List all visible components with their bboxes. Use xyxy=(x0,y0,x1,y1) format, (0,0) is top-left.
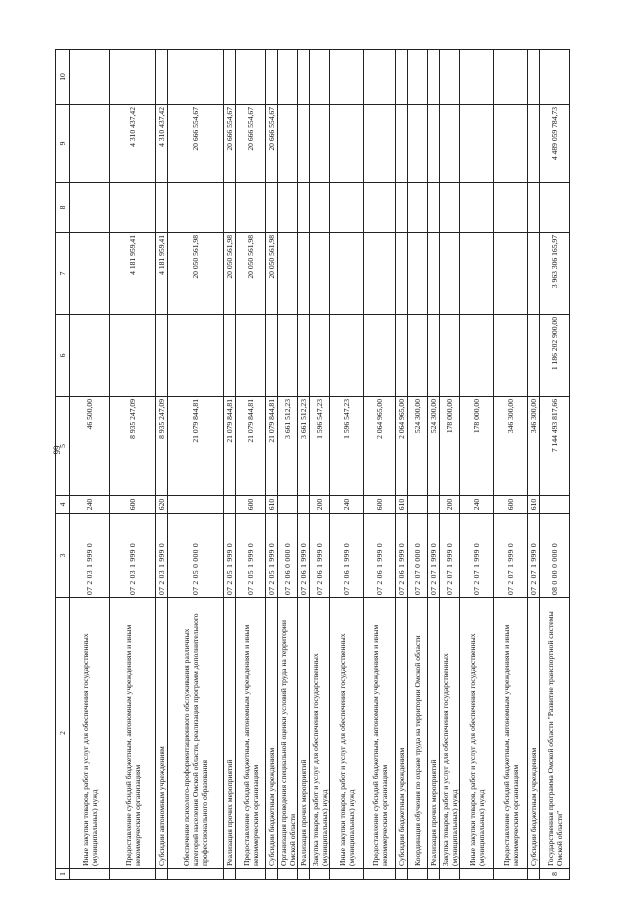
cell-col-3: 07 2 07 1 999 0 xyxy=(428,514,440,598)
cell-col-10 xyxy=(298,50,310,105)
cell-col-4: 200 xyxy=(310,496,330,514)
cell-col-9: 4 310 437,42 xyxy=(110,105,156,183)
cell-col-8 xyxy=(236,183,266,233)
cell-col-6 xyxy=(428,315,440,397)
cell-col-1 xyxy=(330,869,364,880)
cell-col-9: 20 666 554,67 xyxy=(168,105,224,183)
cell-col-9 xyxy=(278,105,298,183)
cell-col-10 xyxy=(428,50,440,105)
cell-col-6 xyxy=(168,315,224,397)
cell-col-9 xyxy=(298,105,310,183)
cell-col-6 xyxy=(298,315,310,397)
cell-col-1 xyxy=(396,869,408,880)
cell-col-1 xyxy=(266,869,278,880)
cell-col-1: 8 xyxy=(540,869,570,880)
table-row xyxy=(428,50,440,880)
table-row xyxy=(278,50,298,880)
cell-col-2: Реализация прочих мероприятий xyxy=(428,598,440,869)
cell-col-2: Обеспечение психолого-профориентационного обслуживания различных категорий населения Омской области, реализация программ дополнительного профессионального образования xyxy=(168,598,224,869)
cell-col-6 xyxy=(266,315,278,397)
table-row xyxy=(298,50,310,880)
cell-col-2: Реализация прочих мероприятий xyxy=(298,598,310,869)
cell-col-8 xyxy=(310,183,330,233)
cell-col-2: Субсидии бюджетным учреждениям xyxy=(396,598,408,869)
cell-col-4 xyxy=(298,496,310,514)
cell-col-1 xyxy=(408,869,428,880)
cell-col-7: 20 050 561,98 xyxy=(266,233,278,315)
cell-col-10 xyxy=(310,50,330,105)
cell-col-8 xyxy=(528,183,540,233)
cell-col-10 xyxy=(266,50,278,105)
cell-col-10 xyxy=(330,50,364,105)
cell-col-10 xyxy=(460,50,494,105)
cell-col-5: 2 064 965,00 xyxy=(364,397,396,496)
cell-col-6 xyxy=(528,315,540,397)
cell-col-3: 07 2 06 0 000 0 xyxy=(278,514,298,598)
cell-col-6 xyxy=(440,315,460,397)
cell-col-10 xyxy=(540,50,570,105)
cell-col-7 xyxy=(330,233,364,315)
cell-col-1 xyxy=(494,869,528,880)
table-row xyxy=(364,50,396,880)
cell-col-4 xyxy=(408,496,428,514)
column-header-1: 1 xyxy=(56,869,70,880)
cell-col-5: 21 079 844,81 xyxy=(236,397,266,496)
cell-col-1 xyxy=(224,869,236,880)
table-row xyxy=(168,50,224,880)
cell-col-7 xyxy=(408,233,428,315)
cell-col-6 xyxy=(408,315,428,397)
cell-col-1 xyxy=(156,869,168,880)
cell-col-3: 07 2 05 1 999 0 xyxy=(266,514,278,598)
cell-col-8 xyxy=(298,183,310,233)
cell-col-6 xyxy=(236,315,266,397)
cell-col-6 xyxy=(460,315,494,397)
cell-col-10 xyxy=(236,50,266,105)
cell-col-7 xyxy=(278,233,298,315)
table-row xyxy=(460,50,494,880)
cell-col-7: 20 050 561,98 xyxy=(236,233,266,315)
cell-col-4: 600 xyxy=(110,496,156,514)
cell-col-6 xyxy=(278,315,298,397)
cell-col-8 xyxy=(396,183,408,233)
cell-col-8 xyxy=(428,183,440,233)
cell-col-3: 07 2 06 1 999 0 xyxy=(298,514,310,598)
cell-col-2: Субсидии бюджетным учреждениям xyxy=(266,598,278,869)
cell-col-10 xyxy=(168,50,224,105)
cell-col-10 xyxy=(110,50,156,105)
cell-col-1 xyxy=(364,869,396,880)
cell-col-7 xyxy=(460,233,494,315)
cell-col-7 xyxy=(440,233,460,315)
cell-col-2: Закупка товаров, работ и услуг для обеспечения государственных (муниципальных) нужд xyxy=(440,598,460,869)
cell-col-9: 20 666 554,67 xyxy=(224,105,236,183)
cell-col-9 xyxy=(364,105,396,183)
column-header-10: 10 xyxy=(56,50,70,105)
cell-col-9: 4 310 437,42 xyxy=(156,105,168,183)
cell-col-1 xyxy=(310,869,330,880)
cell-col-8 xyxy=(266,183,278,233)
cell-col-4: 240 xyxy=(70,496,110,514)
cell-col-5: 178 000,00 xyxy=(460,397,494,496)
cell-col-2: Предоставление субсидий бюджетным, автономным учреждениям и иным некоммерческим организациям xyxy=(110,598,156,869)
cell-col-6 xyxy=(494,315,528,397)
cell-col-1 xyxy=(236,869,266,880)
cell-col-7: 4 181 959,41 xyxy=(156,233,168,315)
cell-col-3: 07 2 06 1 999 0 xyxy=(330,514,364,598)
cell-col-6 xyxy=(310,315,330,397)
cell-col-4: 200 xyxy=(440,496,460,514)
cell-col-5: 8 935 247,09 xyxy=(110,397,156,496)
cell-col-1 xyxy=(440,869,460,880)
table-row xyxy=(408,50,428,880)
cell-col-8 xyxy=(156,183,168,233)
budget-table xyxy=(55,49,570,880)
cell-col-3: 07 2 07 1 999 0 xyxy=(494,514,528,598)
table-row xyxy=(110,50,156,880)
cell-col-4: 600 xyxy=(364,496,396,514)
cell-col-3: 07 2 03 1 999 0 xyxy=(110,514,156,598)
cell-col-2: Иные закупки товаров, работ и услуг для обеспечения государственных (муниципальных) нужд xyxy=(70,598,110,869)
cell-col-9 xyxy=(70,105,110,183)
cell-col-7 xyxy=(428,233,440,315)
cell-col-3: 07 2 03 1 999 0 xyxy=(70,514,110,598)
cell-col-4 xyxy=(540,496,570,514)
cell-col-4 xyxy=(224,496,236,514)
cell-col-9 xyxy=(330,105,364,183)
cell-col-2: Координация обучения по охране труда на территории Омской области xyxy=(408,598,428,869)
cell-col-3: 07 2 07 1 999 0 xyxy=(440,514,460,598)
cell-col-6 xyxy=(156,315,168,397)
cell-col-5: 3 661 512,23 xyxy=(278,397,298,496)
cell-col-3: 07 2 07 1 999 0 xyxy=(528,514,540,598)
cell-col-10 xyxy=(156,50,168,105)
cell-col-10 xyxy=(364,50,396,105)
cell-col-5: 21 079 844,81 xyxy=(266,397,278,496)
cell-col-3: 08 0 00 0 000 0 xyxy=(540,514,570,598)
cell-col-9 xyxy=(494,105,528,183)
cell-col-3: 07 2 07 0 000 0 xyxy=(408,514,428,598)
cell-col-5: 1 596 547,23 xyxy=(310,397,330,496)
cell-col-4: 610 xyxy=(266,496,278,514)
cell-col-7 xyxy=(528,233,540,315)
cell-col-9 xyxy=(408,105,428,183)
cell-col-7: 20 050 561,98 xyxy=(168,233,224,315)
cell-col-7 xyxy=(298,233,310,315)
cell-col-2: Организация проведения специальной оценки условий труда на территории Омской области xyxy=(278,598,298,869)
cell-col-1 xyxy=(460,869,494,880)
cell-col-3: 07 2 06 1 999 0 xyxy=(364,514,396,598)
cell-col-9 xyxy=(310,105,330,183)
cell-col-2: Реализация прочих мероприятий xyxy=(224,598,236,869)
table-row xyxy=(330,50,364,880)
cell-col-5: 1 596 547,23 xyxy=(330,397,364,496)
cell-col-1 xyxy=(110,869,156,880)
cell-col-1 xyxy=(278,869,298,880)
cell-col-10 xyxy=(224,50,236,105)
table-row xyxy=(224,50,236,880)
page-number: 99 xyxy=(52,445,62,455)
cell-col-5: 2 064 965,00 xyxy=(396,397,408,496)
cell-col-5: 3 661 512,23 xyxy=(298,397,310,496)
cell-col-10 xyxy=(278,50,298,105)
cell-col-2: Закупка товаров, работ и услуг для обеспечения государственных (муниципальных) нужд xyxy=(310,598,330,869)
cell-col-9 xyxy=(440,105,460,183)
table-body xyxy=(70,50,570,880)
cell-col-8 xyxy=(330,183,364,233)
cell-col-2: Предоставление субсидий бюджетным, автономным учреждениям и иным некоммерческим организациям xyxy=(364,598,396,869)
cell-col-8 xyxy=(460,183,494,233)
cell-col-3: 07 2 06 1 999 0 xyxy=(310,514,330,598)
cell-col-5: 21 079 844,81 xyxy=(224,397,236,496)
cell-col-9 xyxy=(396,105,408,183)
cell-col-7 xyxy=(364,233,396,315)
cell-col-3: 07 2 05 1 999 0 xyxy=(236,514,266,598)
cell-col-5: 346 300,00 xyxy=(494,397,528,496)
cell-col-7 xyxy=(396,233,408,315)
column-header-3: 3 xyxy=(56,514,70,598)
cell-col-9: 4 489 059 784,73 xyxy=(540,105,570,183)
cell-col-8 xyxy=(408,183,428,233)
column-header-7: 7 xyxy=(56,233,70,315)
cell-col-7 xyxy=(70,233,110,315)
table-row xyxy=(156,50,168,880)
cell-col-3: 07 2 05 1 999 0 xyxy=(224,514,236,598)
table-row xyxy=(396,50,408,880)
column-header-2: 2 xyxy=(56,598,70,869)
column-header-8: 8 xyxy=(56,183,70,233)
cell-col-1 xyxy=(298,869,310,880)
cell-col-4 xyxy=(278,496,298,514)
cell-col-1 xyxy=(70,869,110,880)
cell-col-6 xyxy=(364,315,396,397)
budget-table-rotated xyxy=(55,50,564,880)
cell-col-6 xyxy=(224,315,236,397)
cell-col-8 xyxy=(494,183,528,233)
cell-col-6: 1 186 202 900,00 xyxy=(540,315,570,397)
table-row xyxy=(70,50,110,880)
table-row xyxy=(528,50,540,880)
cell-col-8 xyxy=(70,183,110,233)
table-row xyxy=(310,50,330,880)
cell-col-5: 178 000,00 xyxy=(440,397,460,496)
column-header-4: 4 xyxy=(56,496,70,514)
cell-col-5: 7 144 493 817,66 xyxy=(540,397,570,496)
cell-col-1 xyxy=(428,869,440,880)
cell-col-9 xyxy=(428,105,440,183)
cell-col-6 xyxy=(396,315,408,397)
cell-col-7 xyxy=(494,233,528,315)
cell-col-10 xyxy=(528,50,540,105)
cell-col-4: 620 xyxy=(156,496,168,514)
cell-col-4: 600 xyxy=(494,496,528,514)
cell-col-3: 07 2 03 1 999 0 xyxy=(156,514,168,598)
column-header-6: 6 xyxy=(56,315,70,397)
cell-col-8 xyxy=(440,183,460,233)
cell-col-6 xyxy=(330,315,364,397)
cell-col-4 xyxy=(168,496,224,514)
cell-col-1 xyxy=(528,869,540,880)
cell-col-5: 346 300,00 xyxy=(528,397,540,496)
table-row xyxy=(236,50,266,880)
cell-col-9: 20 666 554,67 xyxy=(236,105,266,183)
cell-col-3: 07 2 06 1 999 0 xyxy=(396,514,408,598)
cell-col-4 xyxy=(428,496,440,514)
table-row xyxy=(440,50,460,880)
cell-col-2: Предоставление субсидий бюджетным, автономным учреждениям и иным некоммерческим организациям xyxy=(236,598,266,869)
header-row xyxy=(56,50,70,880)
cell-col-5: 46 500,00 xyxy=(70,397,110,496)
cell-col-10 xyxy=(440,50,460,105)
cell-col-4: 600 xyxy=(236,496,266,514)
cell-col-4: 610 xyxy=(528,496,540,514)
cell-col-8 xyxy=(278,183,298,233)
cell-col-2: Предоставление субсидий бюджетным, автономным учреждениям и иным некоммерческим организациям xyxy=(494,598,528,869)
cell-col-6 xyxy=(110,315,156,397)
cell-col-5: 524 300,00 xyxy=(428,397,440,496)
cell-col-7: 3 963 306 165,97 xyxy=(540,233,570,315)
cell-col-2: Субсидии автономным учреждениям xyxy=(156,598,168,869)
table-row xyxy=(540,50,570,880)
cell-col-4: 240 xyxy=(330,496,364,514)
table-row xyxy=(494,50,528,880)
cell-col-4: 240 xyxy=(460,496,494,514)
cell-col-9: 20 666 554,67 xyxy=(266,105,278,183)
table-row xyxy=(266,50,278,880)
column-header-5: 5 xyxy=(56,397,70,496)
cell-col-8 xyxy=(364,183,396,233)
cell-col-4: 610 xyxy=(396,496,408,514)
cell-col-5: 8 935 247,09 xyxy=(156,397,168,496)
cell-col-7: 4 181 959,41 xyxy=(110,233,156,315)
cell-col-8 xyxy=(168,183,224,233)
cell-col-9 xyxy=(460,105,494,183)
cell-col-6 xyxy=(70,315,110,397)
cell-col-3: 07 2 07 1 999 0 xyxy=(460,514,494,598)
cell-col-10 xyxy=(408,50,428,105)
cell-col-5: 524 300,00 xyxy=(408,397,428,496)
cell-col-2: Субсидии бюджетным учреждениям xyxy=(528,598,540,869)
cell-col-2: Иные закупки товаров, работ и услуг для обеспечения государственных (муниципальных) нужд xyxy=(330,598,364,869)
cell-col-10 xyxy=(494,50,528,105)
cell-col-8 xyxy=(540,183,570,233)
cell-col-7 xyxy=(310,233,330,315)
cell-col-2: Иные закупки товаров, работ и услуг для обеспечения государственных (муниципальных) нужд xyxy=(460,598,494,869)
cell-col-8 xyxy=(110,183,156,233)
cell-col-7: 20 050 561,98 xyxy=(224,233,236,315)
cell-col-5: 21 079 844,81 xyxy=(168,397,224,496)
cell-col-1 xyxy=(168,869,224,880)
cell-col-10 xyxy=(70,50,110,105)
cell-col-9 xyxy=(528,105,540,183)
cell-col-8 xyxy=(224,183,236,233)
cell-col-2: Государственная программа Омской области "Развитие транспортной системы Омской области" xyxy=(540,598,570,869)
cell-col-3: 07 2 05 0 000 0 xyxy=(168,514,224,598)
column-header-9: 9 xyxy=(56,105,70,183)
cell-col-10 xyxy=(396,50,408,105)
